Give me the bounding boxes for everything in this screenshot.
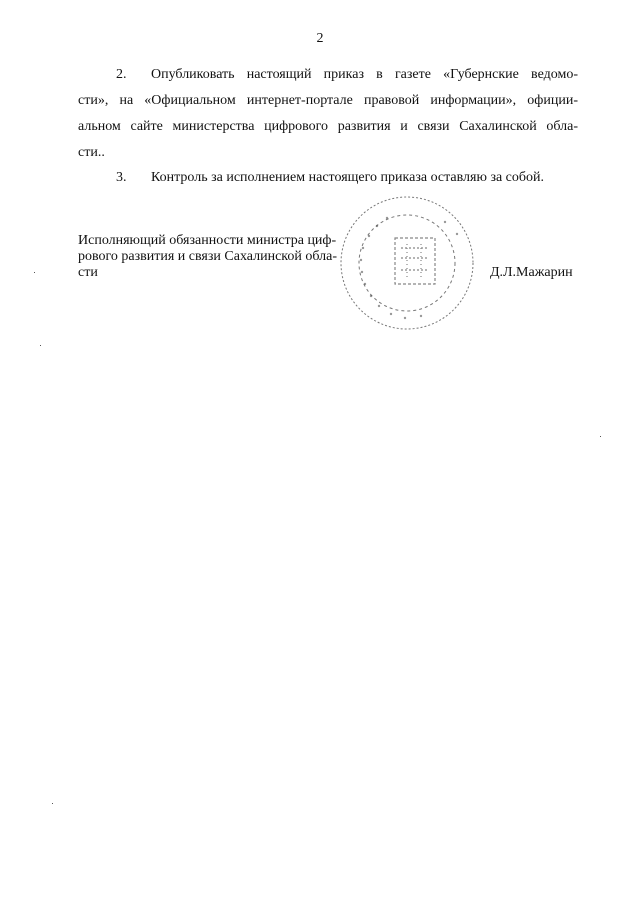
list-item-line: сти», на «Официальном интернет-портале правовой информации», официи- — [78, 93, 578, 108]
list-item-line: альном сайте министерства цифрового развития и связи Сахалинской обла- — [78, 119, 578, 134]
signer-position-line: сти — [78, 265, 98, 280]
signer-name: Д.Л.Мажарин — [490, 265, 573, 280]
item-text: Опубликовать настоящий приказ в газете «Губернские ведомо- — [151, 67, 578, 82]
item-number: 2. — [116, 67, 127, 82]
signer-position-line: Исполняющий обязанности министра циф- — [78, 233, 337, 248]
page-number: 2 — [316, 31, 324, 46]
scan-speck — [40, 345, 41, 346]
official-seal-stamp — [325, 188, 485, 338]
item-number: 3. — [116, 170, 127, 185]
scan-speck — [34, 272, 35, 273]
list-item-line — [78, 62, 578, 88]
signer-position-line: рового развития и связи Сахалинской обла- — [78, 249, 338, 264]
scan-speck — [52, 803, 53, 804]
scan-speck — [600, 436, 601, 437]
list-item-line: сти.. — [78, 145, 105, 160]
item-text: Контроль за исполнением настоящего приказа оставляю за собой. — [151, 170, 545, 185]
list-item-2 — [78, 62, 578, 166]
